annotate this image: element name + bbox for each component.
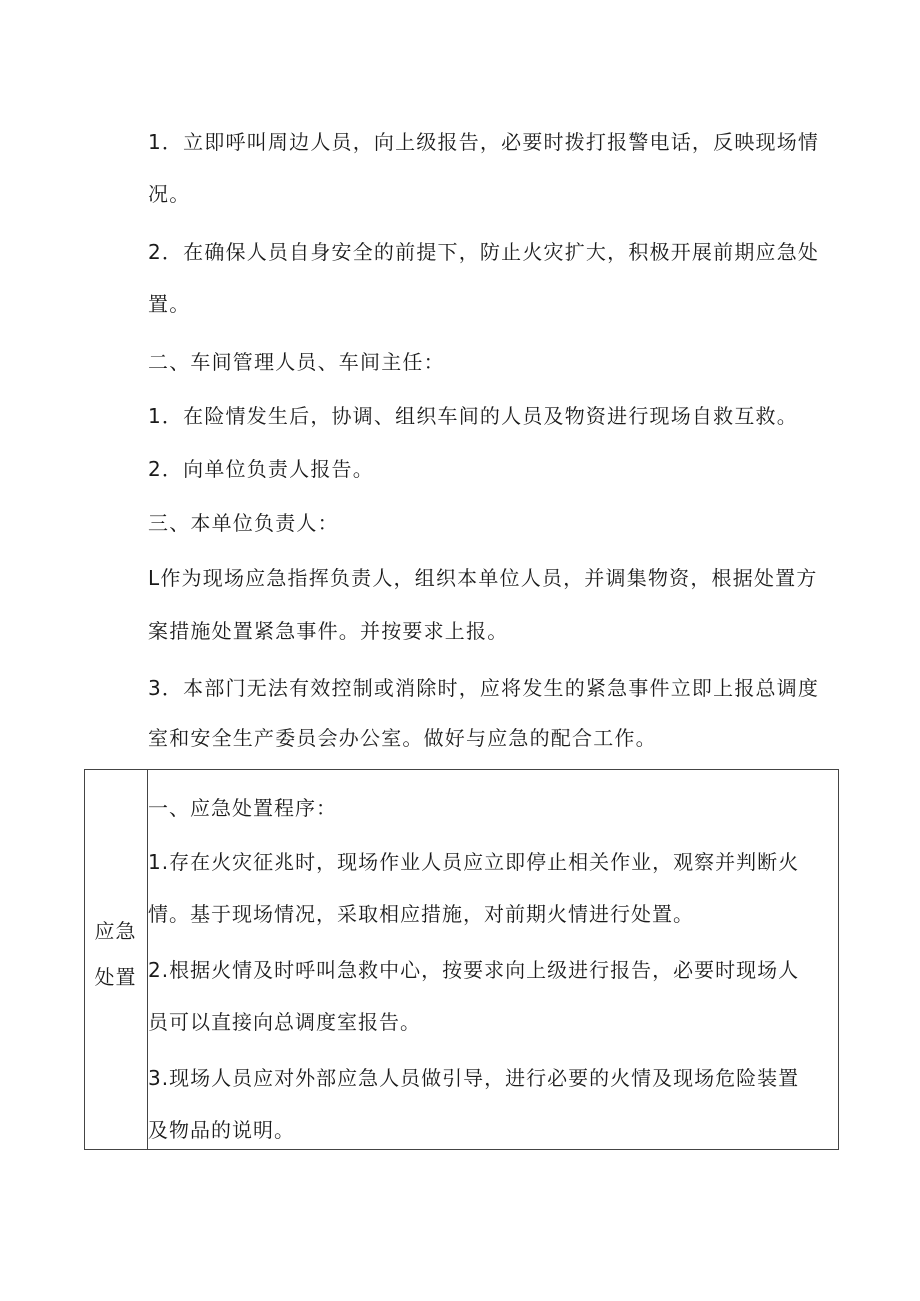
table-cell-line: 情。基于现场情况，采取相应措施，对前期火情进行处置。 [148, 902, 694, 926]
table-label-cell [84, 908, 147, 1000]
paragraph-line: 1．在险情发生后，协调、组织车间的人员及物资进行现场自救互救。 [148, 404, 798, 428]
paragraph-line: 案措施处置紧急事件。并按要求上报。 [148, 619, 509, 643]
paragraph-line: 3．本部门无法有效控制或消除时，应将发生的紧急事件立即上报总调度 [148, 676, 820, 700]
table-cell-line: 1.存在火灾征兆时，现场作业人员应立即停止相关作业，观察并判断火 [148, 850, 800, 874]
table-cell-line: 2.根据火情及时呼叫急救中心，按要求向上级进行报告，必要时现场人 [148, 958, 800, 982]
paragraph-line: 置。 [148, 292, 191, 316]
paragraph-line: L作为现场应急指挥负责人，组织本单位人员，并调集物资，根据处置方 [148, 566, 818, 590]
table-cell-line: 3.现场人员应对外部应急人员做引导，进行必要的火情及现场危险装置 [148, 1066, 800, 1090]
table-label-line: 处置 [94, 965, 137, 989]
section-heading: 二、车间管理人员、车间主任： [148, 350, 445, 374]
table-cell-line: 员可以直接向总调度室报告。 [148, 1010, 421, 1034]
table-label-line: 应急 [94, 919, 137, 943]
paragraph-line: 室和安全生产委员会办公室。做好与应急的配合工作。 [148, 726, 657, 750]
paragraph-line: 1．立即呼叫周边人员，向上级报告，必要时拨打报警电话，反映现场情 [148, 130, 820, 154]
paragraph-line: 2．在确保人员自身安全的前提下，防止火灾扩大，积极开展前期应急处 [148, 240, 820, 264]
table-cell-line: 及物品的说明。 [148, 1118, 295, 1142]
paragraph-line: 2．向单位负责人报告。 [148, 457, 374, 481]
section-heading: 三、本单位负责人： [148, 511, 339, 535]
table-cell-heading: 一、应急处置程序： [148, 796, 337, 820]
paragraph-line: 况。 [148, 182, 191, 206]
